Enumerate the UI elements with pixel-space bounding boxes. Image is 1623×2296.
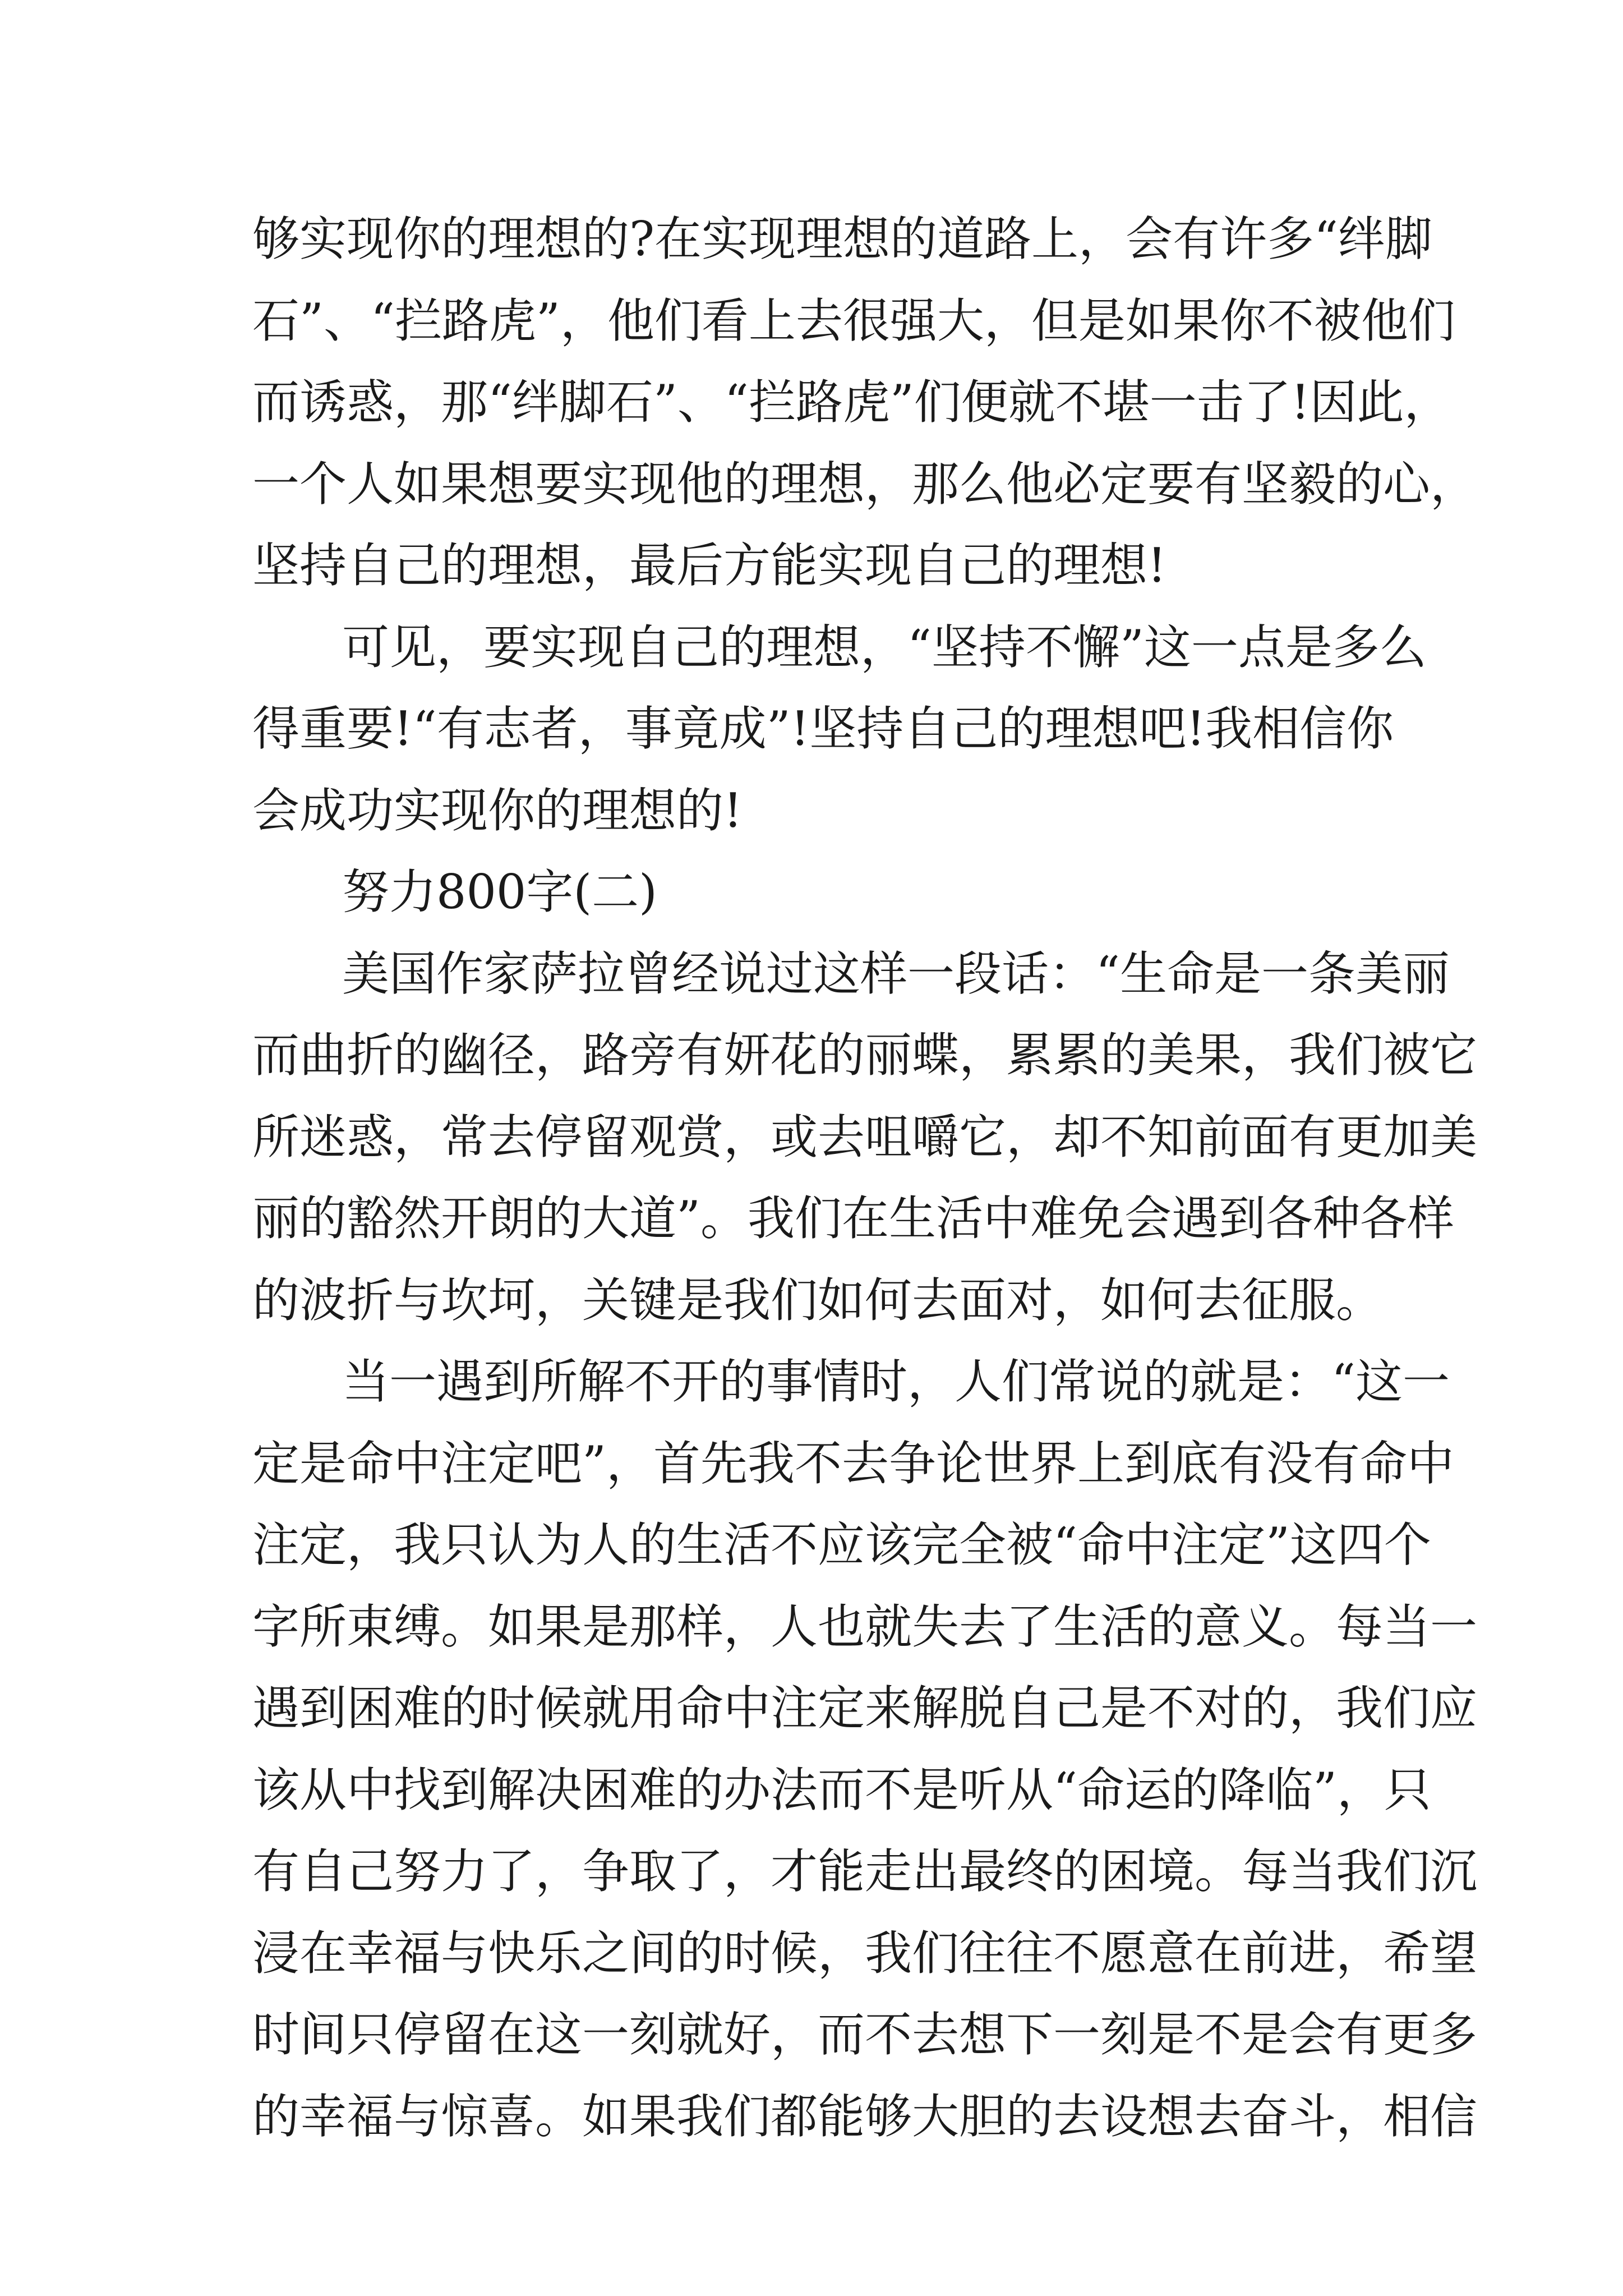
- section-heading: 努力800字(二): [342, 864, 657, 919]
- text-line: 定是命中注定吧”，首先我不去争论世界上到底有没有命中: [252, 1435, 1454, 1491]
- text-line: 美国作家萨拉曾经说过这样一段话：“生命是一条美丽: [342, 946, 1450, 1001]
- text-line: 的波折与坎坷，关键是我们如何去面对，如何去征服。: [252, 1272, 1384, 1328]
- text-line: 而曲折的幽径，路旁有妍花的丽蝶，累累的美果，我们被它: [252, 1028, 1478, 1083]
- text-line: 可见，要实现自己的理想，“坚持不懈”这一点是多么: [342, 619, 1427, 675]
- text-line: 有自己努力了，争取了，才能走出最终的困境。每当我们沉: [252, 1844, 1478, 1899]
- body-text: [252, 199, 1478, 2157]
- text-line: 丽的豁然开朗的大道”。我们在生活中难免会遇到各种各样: [252, 1191, 1454, 1246]
- text-line: 所迷惑，常去停留观赏，或去咀嚼它，却不知前面有更加美: [252, 1109, 1478, 1165]
- text-line: 坚持自己的理想，最后方能实现自己的理想!: [252, 538, 1166, 593]
- text-line: 时间只停留在这一刻就好，而不去想下一刻是不是会有更多: [252, 2007, 1478, 2062]
- text-line: 字所束缚。如果是那样，人也就失去了生活的意义。每当一: [252, 1599, 1478, 1654]
- text-line: 一个人如果想要实现他的理想，那么他必定要有坚毅的心，: [252, 456, 1478, 512]
- text-line: 浸在幸福与快乐之间的时候，我们往往不愿意在前进，希望: [252, 1925, 1478, 1981]
- text-line: 够实现你的理想的?在实现理想的道路上，会有许多“绊脚: [252, 211, 1432, 266]
- text-line: 的幸福与惊喜。如果我们都能够大胆的去设想去奋斗，相信: [252, 2088, 1478, 2144]
- text-line: 遇到困难的时候就用命中注定来解脱自己是不对的，我们应: [252, 1681, 1478, 1736]
- text-line: 注定，我只认为人的生活不应该完全被“命中注定”这四个: [252, 1517, 1431, 1572]
- text-line: 得重要!“有志者，事竟成”!坚持自己的理想吧!我相信你: [252, 701, 1394, 756]
- text-line: 会成功实现你的理想的!: [252, 783, 743, 838]
- text-line: 而诱惑，那“绊脚石”、“拦路虎”们便就不堪一击了!因此，: [252, 375, 1451, 430]
- text-line: 石”、“拦路虎”，他们看上去很强大，但是如果你不被他们: [252, 293, 1455, 348]
- text-line: 该从中找到解决困难的办法而不是听从“命运的降临”，只: [252, 1762, 1431, 1818]
- text-line: 当一遇到所解不开的事情时，人们常说的就是：“这一: [342, 1354, 1450, 1409]
